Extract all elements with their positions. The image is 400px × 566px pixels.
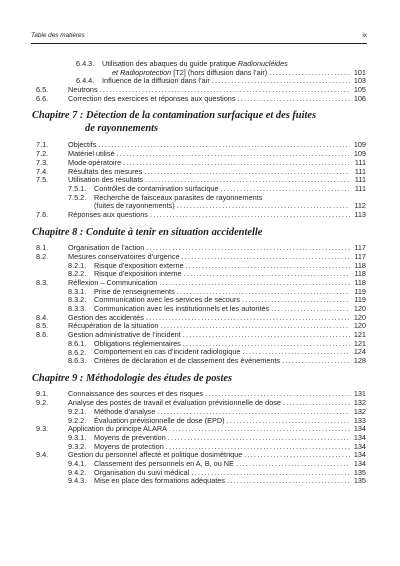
toc-entry-page: 113 — [354, 209, 366, 219]
toc-entry-page: 120 — [353, 321, 366, 331]
dot-leader — [236, 460, 350, 469]
toc-entry-page: 121 — [353, 330, 366, 340]
toc-entry-number: 7.6. — [36, 209, 49, 219]
toc-entry-number: 7.5. — [36, 175, 49, 185]
toc-entry-title: Gestion des accidentés — [68, 312, 144, 322]
toc-entry-title: Communication avec les institutionnels et les autorités — [94, 304, 270, 314]
toc-entry-title: Recherche de faisceaux parasites de rayonnements — [94, 192, 263, 202]
toc-entry-title: Utilisation des abaques du guide pratique Radionucléides — [102, 58, 288, 68]
toc-entry-page: 132 — [353, 406, 366, 416]
toc-entry-number: 8.6.2. — [68, 347, 87, 357]
chapter-9-heading[interactable]: Chapitre 9 : Méthodologie des études de postes — [32, 372, 233, 384]
toc-entry-page: 121 — [353, 338, 366, 348]
toc-entry[interactable] — [36, 357, 366, 366]
dot-leader — [177, 202, 350, 211]
dot-leader — [212, 77, 350, 86]
toc-entry-line — [68, 211, 366, 220]
toc-entry-title: Gestion du personnel affecté et politique dosimétrique — [68, 450, 243, 460]
toc-entry-number: 8.3.1. — [68, 286, 87, 296]
toc-entry-title: Moyens de protection — [94, 441, 164, 451]
chapter-8-heading[interactable]: Chapitre 8 : Conduite à tenir en situation accidentelle — [32, 226, 263, 238]
toc-entry-title: Utilisation des résultats — [68, 175, 144, 185]
toc-entry-page: 118 — [354, 260, 366, 270]
dot-leader — [184, 270, 350, 279]
toc-entry-number: 7.5.2. — [68, 192, 87, 202]
toc-entry-number: 8.6. — [36, 330, 49, 340]
toc-entry-number: 9.2.2. — [68, 415, 87, 425]
toc-entry-number: 7.4. — [36, 166, 49, 176]
toc-entry[interactable] — [36, 211, 366, 220]
toc-entry-number: 7.5.1. — [68, 183, 87, 193]
dot-leader — [183, 331, 350, 340]
toc-entry-page: 135 — [353, 476, 366, 486]
toc-entry-number: 9.2. — [36, 398, 49, 408]
toc-entry-number: 8.3.2. — [68, 295, 87, 305]
toc-entry-title-continued: (fuites de rayonnements) — [94, 201, 175, 211]
toc-entry-number: 8.5. — [36, 321, 49, 331]
toc-entry-number: 9.4.1. — [68, 458, 87, 468]
toc-entry-page: 120 — [353, 312, 366, 322]
toc-entry-title: Mise en place des formations adéquates — [94, 476, 226, 486]
toc-entry-number: 9.4.2. — [68, 467, 87, 477]
toc-entry-title-continued: et Radioprotection [T2] (hors diffusion dans l’air) — [112, 67, 268, 77]
toc-entry-line — [94, 357, 366, 366]
toc-entry-page: 134 — [353, 450, 366, 460]
toc-entry-title: Gestion administrative de l’incident — [68, 330, 181, 340]
toc-entry-title: Prise de renseignements — [94, 286, 175, 296]
toc-entry-number: 8.2.2. — [68, 269, 87, 279]
dot-leader — [269, 69, 350, 78]
toc-entry-title: Mode opératoire — [68, 157, 122, 167]
dot-leader — [144, 168, 350, 177]
dot-leader — [159, 279, 350, 288]
toc-entry-number: 8.3. — [36, 278, 49, 287]
toc-entry-page: 124 — [353, 347, 366, 357]
toc-entry-title: Contrôles de contamination surfacique — [94, 183, 219, 193]
toc-entry-number: 6.4.3. — [76, 59, 95, 68]
toc-entry-page: 111 — [354, 175, 366, 185]
toc-entry-page: 112 — [354, 201, 366, 211]
toc-entry-page: 109 — [353, 149, 366, 159]
toc-entry[interactable] — [36, 60, 366, 77]
toc-entry-title: Évaluation prévisionnelle de dose (EPD) — [94, 415, 225, 425]
toc-entry-number: 8.2.1. — [68, 260, 87, 270]
toc-entry-title: Communication avec les services de secours — [94, 295, 240, 305]
toc-entry-title: Risque d’exposition externe — [94, 260, 184, 270]
toc-entry-page: 101 — [353, 67, 366, 77]
toc-entry-number: 9.3.1. — [68, 432, 87, 442]
dot-leader — [160, 322, 350, 331]
toc-entry-title: Moyens de prévention — [94, 432, 166, 442]
toc-entry[interactable] — [36, 477, 366, 486]
table-of-contents — [32, 58, 366, 486]
toc-entry-title: Correction des exercices et réponses aux questions — [68, 93, 236, 103]
toc-entry-page: 109 — [353, 140, 366, 150]
toc-entry-page: 118 — [354, 269, 366, 279]
chapter-7-entries — [36, 141, 366, 219]
toc-entry-page: 111 — [354, 157, 366, 167]
toc-entry-page: 134 — [353, 441, 366, 451]
dot-leader — [227, 477, 350, 486]
toc-entry-page: 132 — [353, 398, 366, 408]
toc-entry-title: Matériel utilisé — [68, 149, 115, 159]
toc-entry-number: 9.2.1. — [68, 406, 87, 416]
toc-entry-text — [36, 211, 366, 220]
toc-entry-page: 119 — [354, 295, 366, 305]
toc-entry-title: Influence de la diffusion dans l’air — [102, 76, 210, 86]
dot-leader — [186, 262, 350, 271]
toc-entry-title: Comportement en cas d’incident radiologique — [94, 347, 241, 357]
toc-entry-page: 103 — [353, 76, 366, 86]
toc-entry[interactable] — [36, 95, 366, 104]
dot-leader — [271, 305, 350, 314]
toc-entry-number: 8.6.3. — [68, 356, 87, 366]
toc-entry-page: 119 — [354, 286, 366, 296]
toc-entry-page: 131 — [353, 389, 366, 399]
dot-leader — [117, 150, 350, 159]
chapter-8-entries — [36, 244, 366, 366]
toc-entry-page: 106 — [353, 93, 366, 103]
toc-entry-number: 6.6. — [36, 93, 49, 103]
toc-entry-page: 111 — [354, 166, 366, 176]
chapter-7-heading[interactable]: Chapitre 7 : Détection de la contamination surfacique et des fuites de rayonnements — [32, 110, 317, 135]
dot-leader — [182, 253, 350, 262]
toc-entry[interactable] — [36, 194, 366, 211]
toc-entry-number: 8.3.3. — [68, 304, 87, 314]
toc-entry-title: Organisation du suivi médical — [94, 467, 190, 477]
dot-leader — [244, 451, 350, 460]
running-head-title: Table des matières — [31, 32, 85, 39]
dot-leader — [169, 425, 350, 434]
toc-entry-number: 9.3. — [36, 424, 49, 434]
toc-entry-title: Application du principe ALARA — [68, 424, 167, 434]
toc-entry-title: Résultats des mesures — [68, 166, 143, 176]
toc-entry-title: Objectifs — [68, 140, 97, 150]
toc-entry-page: 118 — [354, 277, 366, 287]
toc-entry-page: 120 — [353, 304, 366, 314]
toc-entry-page: 111 — [354, 183, 366, 193]
dot-leader — [123, 159, 350, 168]
dot-leader — [283, 399, 350, 408]
toc-entry-title: Critères de déclaration et de classement des événements — [94, 356, 281, 366]
toc-entry-title: Réflexion – Communication — [68, 277, 158, 287]
toc-entry-number: 9.4. — [36, 450, 49, 460]
toc-entry-number: 6.5. — [36, 85, 49, 95]
toc-entry-page: 134 — [353, 458, 366, 468]
toc-entry-number: 8.4. — [36, 312, 49, 322]
toc-entry-title: Méthode d’analyse — [94, 406, 156, 416]
toc-entry-title: Connaissance des sources et des risques — [68, 389, 204, 399]
toc-entry-number: 9.1. — [36, 389, 49, 399]
toc-entry-page: 133 — [353, 415, 366, 425]
dot-leader — [282, 357, 350, 366]
dot-leader — [168, 434, 350, 443]
toc-entry-title: Récupération de la situation — [68, 321, 159, 331]
toc-entry-page: 117 — [354, 251, 366, 261]
toc-entry-number: 9.4.3. — [68, 476, 87, 486]
toc-entry-page: 135 — [353, 467, 366, 477]
toc-entry-title: Réponses aux questions — [68, 209, 148, 219]
dot-leader — [146, 314, 350, 323]
running-head-page-number: ix — [362, 32, 367, 39]
chapter-9-entries — [36, 390, 366, 486]
toc-entry-page: 128 — [353, 356, 366, 366]
toc-entry-page: 134 — [353, 432, 366, 442]
toc-entry-number: 6.4.4. — [76, 76, 95, 86]
toc-entry-page: 134 — [353, 424, 366, 434]
toc-entry-number: 8.1. — [36, 243, 49, 253]
toc-entry-title: Analyse des postes de travail et évaluation prévisionnelle de dose — [68, 398, 281, 408]
toc-entry-line — [94, 477, 366, 486]
toc-entry-page: 105 — [353, 85, 366, 95]
dot-leader — [227, 417, 350, 426]
dot-leader — [150, 211, 350, 220]
toc-entry-number: 8.2. — [36, 251, 49, 261]
toc-entry-page: 117 — [354, 243, 366, 253]
toc-entry-number: 7.1. — [36, 140, 49, 150]
toc-entry-title: Organisation de l’action — [68, 243, 145, 253]
toc-entry-title: Mesures conservatoires d’urgence — [68, 251, 180, 261]
toc-entry-number: 7.3. — [36, 157, 49, 167]
toc-entry-number: 8.6.1. — [68, 338, 87, 348]
toc-entry-title: Risque d’exposition interne — [94, 269, 182, 279]
dot-leader — [238, 95, 350, 104]
toc-entry-number: 9.3.2. — [68, 441, 87, 451]
toc-entry-title: Obligations réglementaires — [94, 338, 181, 348]
running-head — [31, 32, 367, 44]
toc-entry-number: 7.2. — [36, 149, 49, 159]
toc-entry-title: Neutrons — [68, 85, 98, 95]
dot-leader — [98, 141, 350, 150]
toc-entry-title: Classement des personnels en A, B, ou NE — [94, 458, 234, 468]
